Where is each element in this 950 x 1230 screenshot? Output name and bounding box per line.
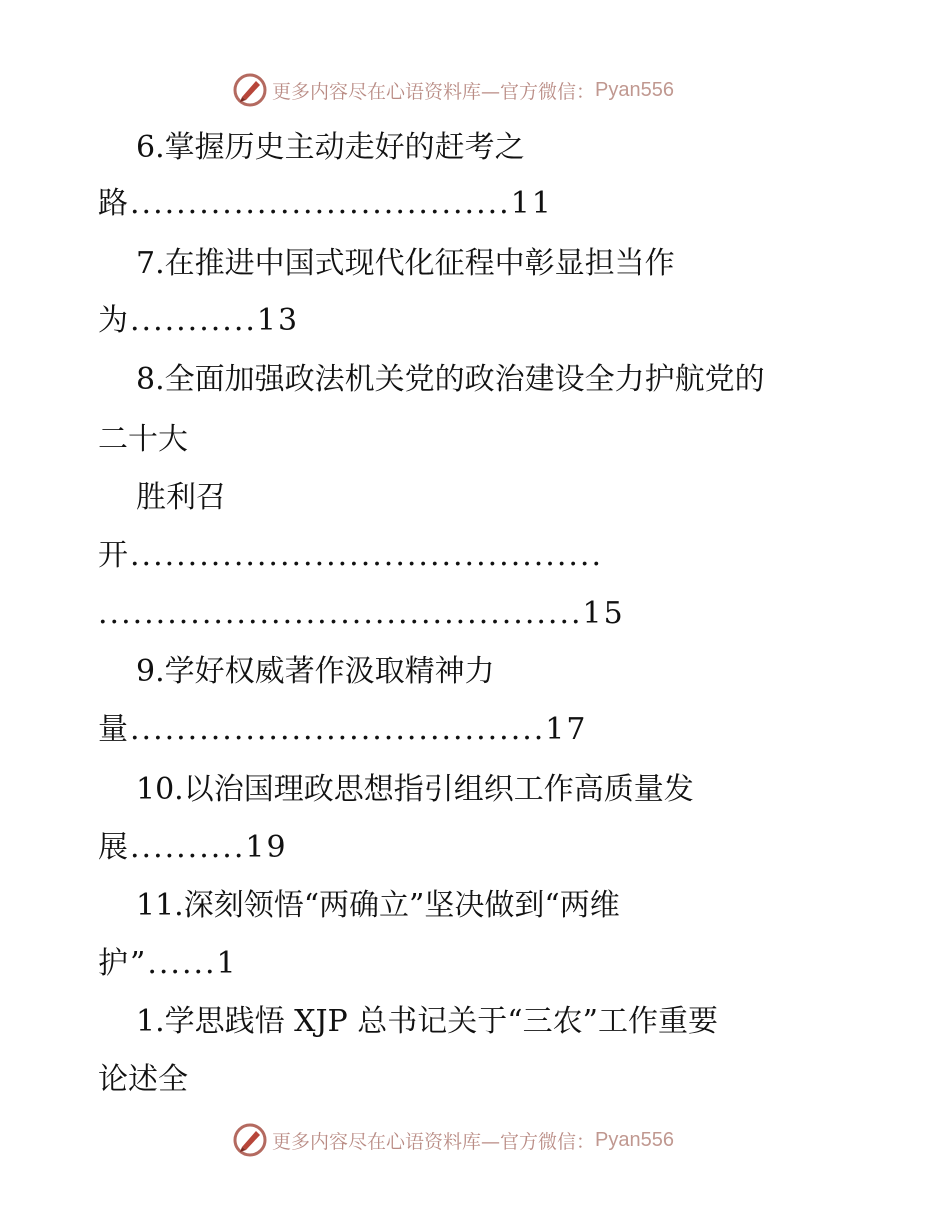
toc-entry-8-dots: 开......................................... (98, 538, 603, 573)
header-watermark (232, 70, 674, 110)
header-brand-text: 更多内容尽在心语资料库—官方微信： (272, 80, 596, 103)
toc-entry-10-title: 10.以治国理政思想指引组织工作高质量发 (136, 772, 694, 807)
toc-entry-11-page: 护”......1 (98, 946, 238, 981)
footer-watermark (232, 1120, 674, 1160)
toc-entry-7-title: 7.在推进中国式现代化征程中彰显担当作 (136, 246, 675, 281)
toc-entry-8-page: ..........................................15 (98, 596, 625, 631)
toc-entry-9-title: 9.学好权威著作汲取精神力 (136, 654, 495, 689)
toc-entry-6-title: 6.掌握历史主动走好的赶考之 (136, 130, 525, 165)
toc-entry-10-page: 展..........19 (98, 830, 288, 865)
toc-entry-1-title-cont: 论述全 (98, 1062, 188, 1097)
toc-entry-7-page: 为...........13 (98, 303, 300, 338)
toc-entry-6-page: 路.................................11 (98, 186, 553, 221)
toc-entry-8-title-cont: 二十大 (98, 422, 188, 457)
toc-entry-1-title: 1.学思践悟 XJP 总书记关于“三农”工作重要 (136, 1004, 718, 1039)
pen-logo-icon (232, 72, 268, 108)
footer-brand-text: 更多内容尽在心语资料库—官方微信： (272, 1130, 596, 1153)
pen-logo-icon (232, 1122, 268, 1158)
toc-entry-11-title: 11.深刻领悟“两确立”坚决做到“两维 (136, 888, 620, 923)
toc-entry-8-title-cont-2: 胜利召 (136, 480, 226, 515)
header-wechat-id: Pyan556 (595, 78, 674, 101)
toc-entry-9-page: 量....................................17 (98, 712, 588, 747)
footer-wechat-id: Pyan556 (595, 1128, 674, 1151)
toc-entry-8-title: 8.全面加强政法机关党的政治建设全力护航党的 (136, 362, 765, 397)
